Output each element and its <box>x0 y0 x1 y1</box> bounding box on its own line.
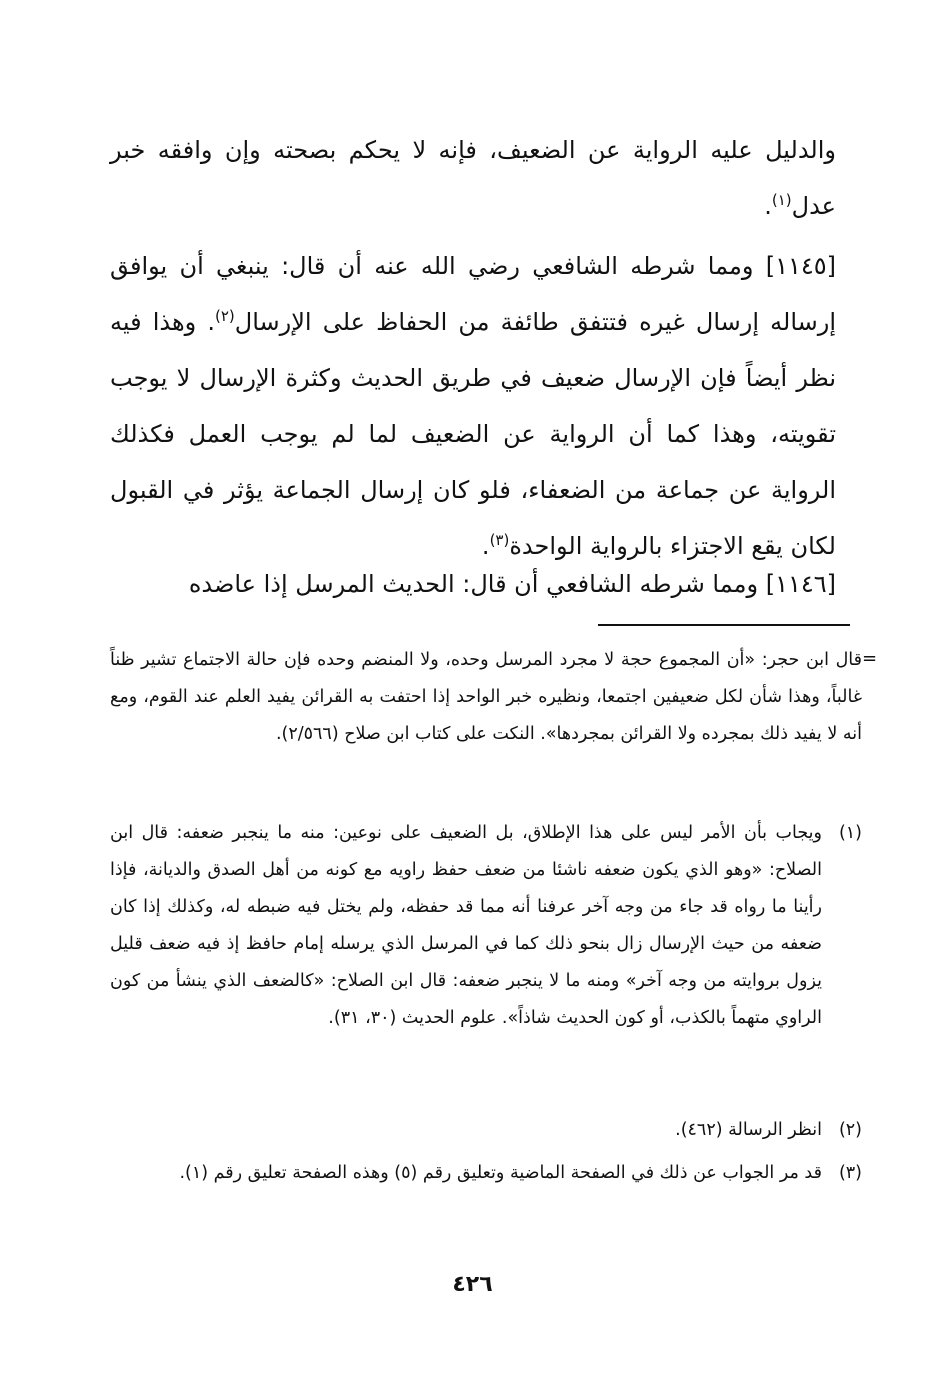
page-number: ٤٢٦ <box>452 1272 493 1297</box>
footnote-marker: (٢) <box>838 1120 862 1140</box>
paragraph-text-continued: . وهذا فيه نظر أيضاً فإن الإرسال ضعيف في طريق الحديث وكثرة الإرسال لا يوجب تقويته، وهذا كما أن الرواية عن الضعيف لما لم يوجب العمل فكذلك الرواية عن جماعة من الضعفاء، فلو كان إرسال الجماعة يؤثر في القبول لكان يقع الاجتزاء بالرواية الواحدة <box>110 308 836 560</box>
footnote-reference[interactable]: (٣) <box>489 531 510 549</box>
paragraph-text: [١١٤٥] ومما شرطه الشافعي رضي الله عنه أن قال: ينبغي أن يوافق إرساله إرسال غيره فتتفق طائفة من الحفاظ على الإرسال <box>110 252 836 336</box>
continuation-marker: = <box>862 648 878 669</box>
footnote-marker: (١) <box>838 823 862 843</box>
footnote-text: انظر الرسالة (٤٦٢). <box>675 1120 822 1140</box>
main-paragraph-1 <box>110 122 858 234</box>
footnote-marker: (٣) <box>838 1163 862 1183</box>
main-paragraph-1145 <box>110 238 858 574</box>
footnote-text: ويجاب بأن الأمر ليس على هذا الإطلاق، بل الضعيف على نوعين: منه ما ينجبر ضعفه: قال ابن الصلاح: «وهو الذي يكون ضعفه ناشئا من ضعف حفظ راويه مع كونه من أهل الصدق والديانة، فإذا رأينا ما رواه قد جاء من وجه آخر عرفنا أنه مما قد حفظه، ولم يختل فيه ضبطه له، وكذلك إذا كان ضعفه من حيث الإرسال زال بنحو ذلك كما في المرسل الذي يرسله إمام حافظ إذ فيه ضعف قليل يزول بروايته من وجه آخر» ومنه ما لا ينجبر ضعفه: قال ابن الصلاح: «كالضعف الذي ينشأ من كون الراوي متهماً بالكذب، أو كون الحديث شاذاً». علوم الحديث (٣٠، ٣١). <box>110 823 822 1028</box>
footnote-2 <box>110 1112 862 1149</box>
footnote-continuation <box>110 642 862 753</box>
paragraph-text: [١١٤٦] ومما شرطه الشافعي أن قال: الحديث المرسل إذا عاضده <box>188 570 836 598</box>
main-paragraph-1146 <box>110 556 858 612</box>
footnote-divider <box>598 624 850 626</box>
footnote-1 <box>110 815 862 1037</box>
footnote-reference[interactable]: (٢) <box>215 307 235 325</box>
footnote-continuation-text: قال ابن حجر: «أن المجموع حجة لا مجرد المرسل وحده، ولا المنضم وحده فإن حالة الاجتماع تشير ظناً غالباً، وهذا شأن لكل ضعيفين اجتمعا، ونظيره خبر الواحد إذا احتفت به القرائن يفيد العلم عند القوم، ومع أنه لا يفيد ذلك بمجرده ولا القرائن بمجردها». النكت على كتاب ابن صلاح (٢/٥٦٦). <box>110 650 862 744</box>
footnote-reference[interactable]: (١) <box>771 191 792 209</box>
footnote-text: قد مر الجواب عن ذلك في الصفحة الماضية وتعليق رقم (٥) وهذه الصفحة تعليق رقم (١). <box>179 1163 822 1183</box>
paragraph-text: والدليل عليه الرواية عن الضعيف، فإنه لا يحكم بصحته وإن وافقه خبر عدل <box>110 136 836 220</box>
paragraph-end: . <box>481 532 490 560</box>
paragraph-end: . <box>764 192 772 220</box>
footnote-3 <box>110 1155 862 1192</box>
